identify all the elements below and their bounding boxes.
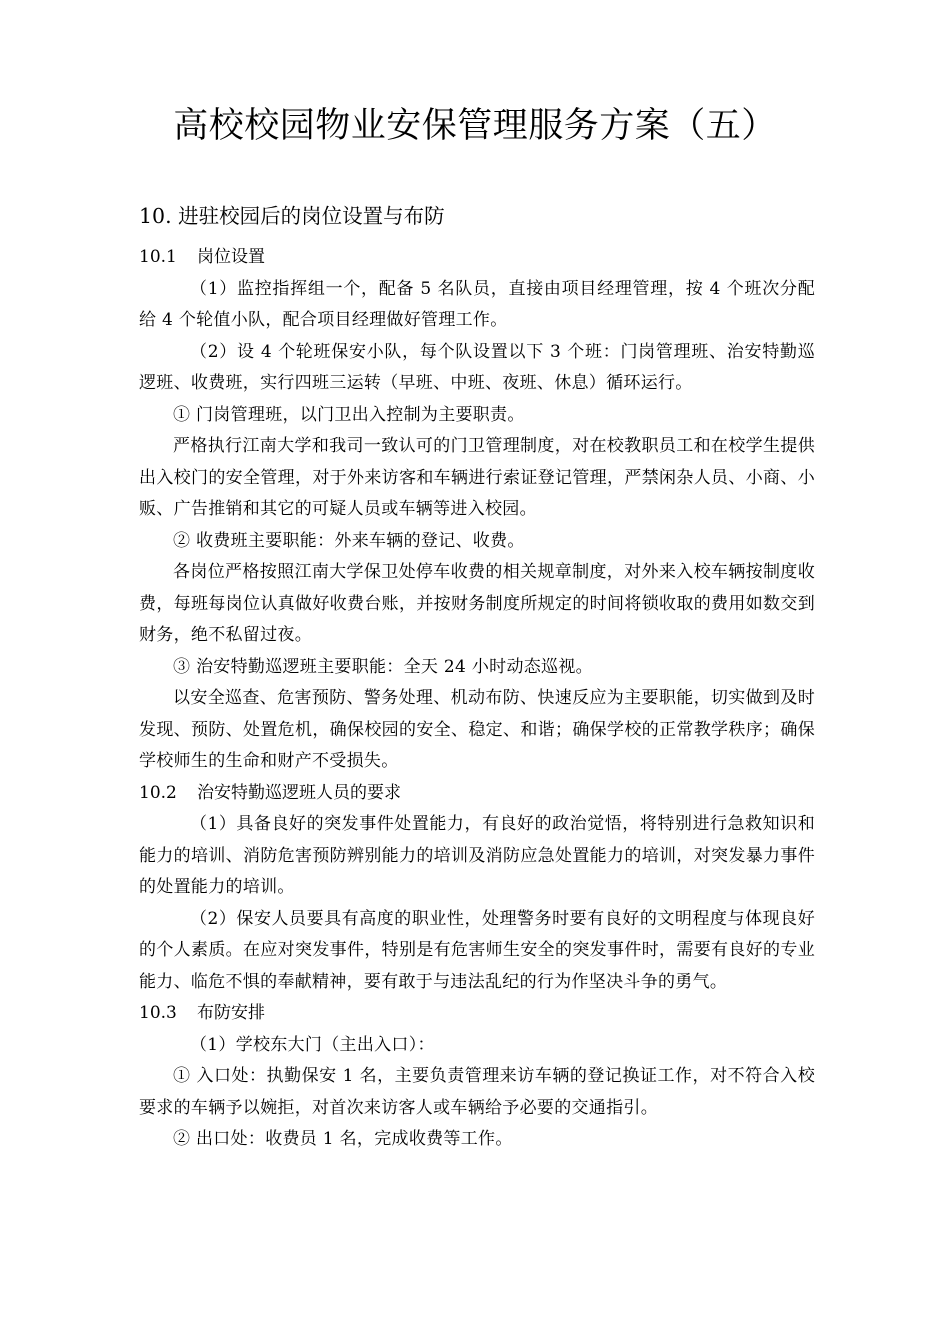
subsection-title: 布防安排 [197,1003,265,1023]
paragraph: 严格执行江南大学和我司一致认可的门卫管理制度，对在校教职员工和在校学生提供出入校门的安全管理，对于外来访客和车辆进行索证登记管理，严禁闲杂人员、小商、小贩、广告推销和其它的可疑人员或车辆等进入校园。 [139,436,815,519]
paragraph: ① 门岗管理班，以门卫出入控制为主要职责。 [173,404,525,425]
subsection-number: 10.1 [139,247,177,267]
document-body [139,200,815,1156]
paragraph: （1）监控指挥组一个，配备 5 名队员，直接由项目经理管理，按 4 个班次分配给 4 个轮值小队，配合项目经理做好管理工作。 [139,278,815,330]
paragraph: ① 入口处：执勤保安 1 名，主要负责管理来访车辆的登记换证工作，对不符合入校要求的车辆予以婉拒，对首次来访客人或车辆给予必要的交通指引。 [139,1066,815,1118]
section-heading: 10. 进驻校园后的岗位设置与布防 [139,204,445,228]
paragraph: （2）设 4 个轮班保安小队，每个队设置以下 3 个班：门岗管理班、治安特勤巡逻班、收费班，实行四班三运转（早班、中班、夜班、休息）循环运行。 [139,341,815,393]
subsection-number: 10.3 [139,1003,177,1023]
subsection-heading [139,778,815,810]
subsection-heading [139,998,815,1030]
paragraph: 各岗位严格按照江南大学保卫处停车收费的相关规章制度，对外来入校车辆按制度收费，每班每岗位认真做好收费台账，并按财务制度所规定的时间将锁收取的费用如数交到财务，绝不私留过夜。 [139,562,815,645]
subsection-number: 10.2 [139,782,177,803]
subsection-title: 治安特勤巡逻班人员的要求 [197,782,401,803]
subsection-title: 岗位设置 [197,247,265,267]
paragraph: 以安全巡查、危害预防、警务处理、机动布防、快速反应为主要职能，切实做到及时发现、预防、处置危机，确保校园的安全、稳定、和谐；确保学校的正常教学秩序；确保学校师生的生命和财产不受损失。 [139,688,815,771]
paragraph: （1）学校东大门（主出入口）： [190,1034,435,1055]
paragraph: ② 出口处：收费员 1 名，完成收费等工作。 [173,1129,513,1149]
paragraph: （1）具备良好的突发事件处置能力，有良好的政治觉悟，将特别进行急救知识和能力的培训、消防危害预防辨别能力的培训及消防应急处置能力的培训，对突发暴力事件的处置能力的培训。 [139,814,815,897]
subsection-heading [139,242,815,274]
paragraph: ② 收费班主要职能：外来车辆的登记、收费。 [173,530,525,551]
paragraph: ③ 治安特勤巡逻班主要职能：全天 24 小时动态巡视。 [173,656,593,677]
paragraph: （2）保安人员要具有高度的职业性，处理警务时要有良好的文明程度与体现良好的个人素质。在应对突发事件，特别是有危害师生安全的突发事件时，需要有良好的专业能力、临危不惧的奉献精神，要有敢于与违法乱纪的行为作坚决斗争的勇气。 [139,908,815,992]
document-title: 高校校园物业安保管理服务方案（五） [173,106,777,146]
